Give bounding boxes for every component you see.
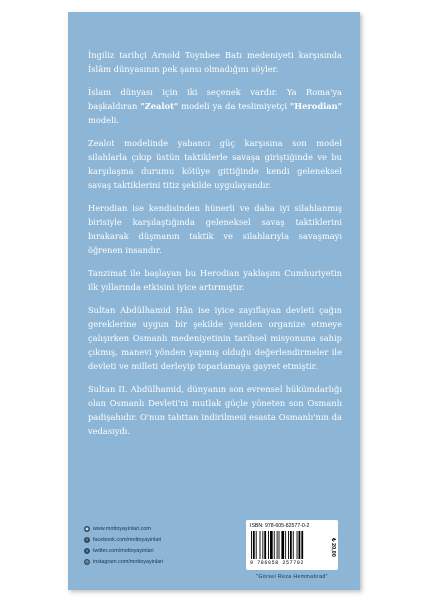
paragraph-text: İngiliz tarihçi Arnold Toynbee Batı medeniyeti karşısında İslâm dünyasının pek şansı olmadığını söyler.: [88, 50, 342, 74]
emphasis-text: "Herodian": [289, 101, 342, 111]
price-text: ₺ 20,00: [330, 537, 336, 557]
paragraph-text: Herodian ise kendisinden hünerli ve daha iyi silahlanmış birisiyle karşılaştığında geleneksel savaş taktiklerini bırakarak düşmanın taktik ve silahlarıyla savaşmayı öğrenen insandır.: [88, 203, 342, 255]
image-credit: "Görsel Reza Hemmatirad": [256, 574, 328, 580]
barcode-icon: [250, 531, 326, 559]
publisher-contacts: [84, 524, 214, 568]
paragraph-text: Sultan Abdülhamid Hân ise iyice zayıflayan devleti çağın gereklerine uygun bir şekilde yeniden organize etmeye çalışırken Osmanlı medeniyetinin tarihsel misyonuna sahip çıkmış, manevi yönden yapmış olduğu değerlendirmeler ile devleti ve milleti derleyip toparlamaya gayret etmiştir.: [88, 305, 342, 371]
globe-icon: ◉: [85, 525, 89, 531]
book-back-cover: [68, 12, 360, 590]
blurb-paragraph: [88, 85, 342, 127]
paragraph-text: Sultan II. Abdülhamid, dünyanın son evrensel hükümdarlığı olan Osmanlı Devleti'ni mutlak güçle yöneten son Osmanlı padişahıdır. O'nun tahttan indirilmesi esasta Osmanlı'nın da vedasıydı.: [88, 384, 342, 436]
instagram-icon: ◎: [85, 558, 89, 564]
paragraph-text: İslam dünyası için iki seçenek vardır. Ya Roma'ya başkaldıran: [88, 87, 342, 111]
contact-row: [84, 546, 214, 555]
contact-row: [84, 557, 214, 566]
paragraph-text: modeli ya da teslimiyetçi: [178, 101, 290, 111]
paragraph-text: Zealot modelinde yabancı güç karşısına son model silahlarla çıkıp üstün taktiklerle savaşa giriştiğinde ve bu karşılaşma durumu kötüye gittiğinde kendi geleneksel savaş taktiklerini titiz şekilde uygulayandır.: [88, 138, 342, 190]
twitter-icon: t: [84, 548, 90, 554]
paragraph-text: modeli.: [88, 115, 120, 125]
blurb-paragraph: [88, 303, 342, 373]
contact-text: instagram.com/mottoyayinlari: [93, 558, 164, 565]
contact-row: [84, 535, 214, 544]
isbn-text: ISBN: 978-605-82577-0-2: [250, 523, 310, 529]
blurb-paragraph: [88, 48, 342, 76]
paragraph-text: Tanzimat ile başlayan bu Herodian yaklaşım Cumhuriyetin ilk yıllarında etkisini iyice artırmıştır.: [88, 268, 342, 292]
blurb-paragraph: [88, 201, 342, 257]
contact-text: facebook.com/mottoyayinlari: [93, 536, 162, 543]
barcode-digits: 9 786058 257702: [250, 560, 305, 566]
contact-text: www.mottoyayinlari.com: [93, 525, 151, 532]
emphasis-text: "Zealot": [140, 101, 179, 111]
blurb-text: [88, 48, 342, 447]
contact-text: twitter.com/mottoyayinlari: [93, 547, 154, 554]
blurb-paragraph: [88, 382, 342, 438]
blurb-paragraph: [88, 266, 342, 294]
contact-row: [84, 524, 214, 533]
cover-footer: [68, 508, 360, 590]
blurb-paragraph: [88, 136, 342, 192]
facebook-icon: f: [84, 537, 90, 543]
barcode-label: [246, 520, 338, 570]
